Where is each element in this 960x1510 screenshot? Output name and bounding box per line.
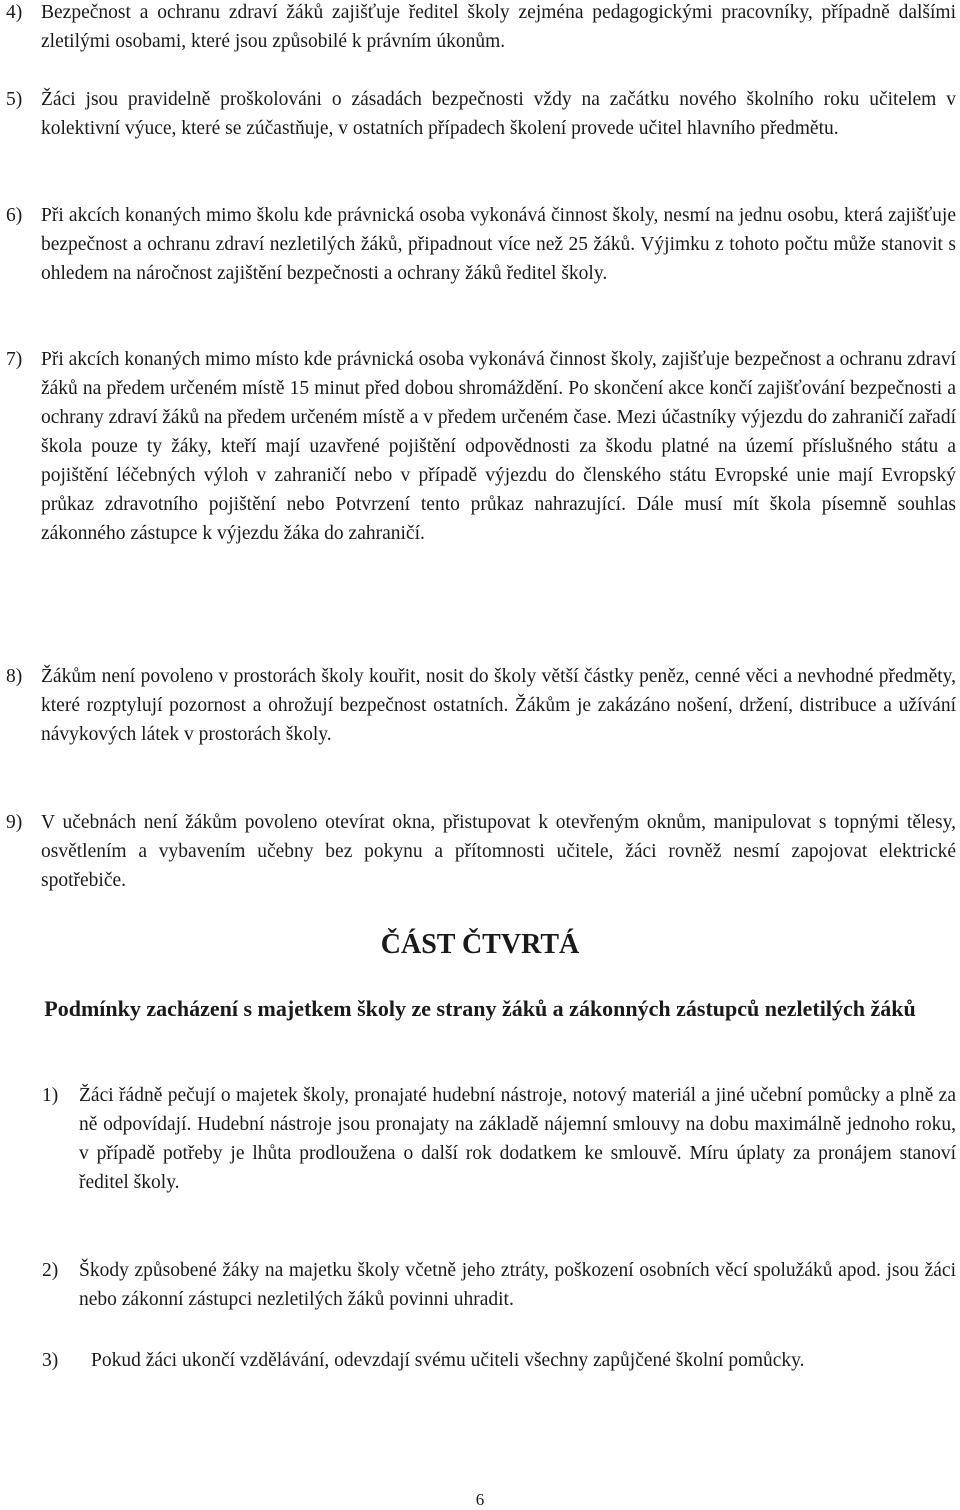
list-item-number: 1)	[42, 1085, 59, 1106]
list-item-text: V učebnách není žákům povoleno otevírat okna, přistupovat k otevřeným oknům, manipulovat s topnými tělesy, osvětlením a vybavením učebny bez pokynu a přítomnosti učitele, žáci rovněž nesmí zapojovat elektrické spotřebiče.	[41, 812, 956, 891]
list-item-8	[6, 662, 956, 749]
page-number: 6	[475, 1490, 485, 1509]
list-item-text: Při akcích konaných mimo místo kde právnická osoba vykonává činnost školy, zajišťuje bezpečnost a ochranu zdraví žáků na předem určeném místě 15 minut před dobou shromáždění. Po skončení akce končí zajišťování bezpečnosti a ochrany zdraví žáků na předem určeném místě a v předem určeném čase. Mezi účastníky výjezdu do zahraničí zařadí škola pouze ty žáky, kteří mají uzavřené pojištění odpovědnosti za škodu platné na území příslušného státu a pojištění léčebných výloh v zahraničí nebo v případě výjezdu do členského státu Evropské unie mají Evropský průkaz zdravotního pojištění nebo Potvrzení tento průkaz nahrazující. Dále musí mít škola písemně souhlas zákonného zástupce k výjezdu žáka do zahraničí.	[41, 349, 956, 544]
list-item-text: Bezpečnost a ochranu zdraví žáků zajišťuje ředitel školy zejména pedagogickými pracovníky, případně dalšími zletilými osobami, které jsou způsobilé k právním úkonům.	[41, 2, 956, 52]
list-item-text: Škody způsobené žáky na majetku školy včetně jeho ztráty, poškození osobních věcí spolužáků apod. jsou žáci nebo zákonní zástupci nezletilých žáků povinni uhradit.	[79, 1260, 956, 1310]
list-item-1	[6, 1081, 956, 1197]
list-item-2	[6, 1256, 956, 1314]
list-item-number: 4)	[6, 2, 23, 23]
list-item-6	[6, 201, 956, 288]
list-item-number: 9)	[6, 812, 23, 833]
list-item-number: 6)	[6, 205, 23, 226]
list-item-4	[6, 0, 956, 56]
section-title: ČÁST ČTVRTÁ	[380, 929, 580, 960]
list-item-number: 7)	[6, 349, 23, 370]
list-item-text: Pokud žáci ukončí vzdělávání, odevzdají svému učiteli všechny zapůjčené školní pomůcky.	[91, 1350, 805, 1371]
list-item-text: Žákům není povoleno v prostorách školy kouřit, nosit do školy větší částky peněz, cenné věci a nevhodné předměty, které rozptylují pozornost a ohrožují bezpečnost ostatních. Žákům je zakázáno nošení, držení, distribuce a užívání návykových látek v prostorách školy.	[41, 666, 956, 745]
list-item-text: Žáci řádně pečují o majetek školy, pronajaté hudební nástroje, notový materiál a jiné učební pomůcky a plně za ně odpovídají. Hudební nástroje jsou pronajaty na základě nájemní smlouvy na dobu maximálně jednoho roku, v případě potřeby je lhůta prodloužena o další rok dodatkem ke smlouvě. Míru úplaty za pronájem stanoví ředitel školy.	[79, 1085, 956, 1193]
list-item-number: 5)	[6, 89, 23, 110]
list-item-5	[6, 85, 956, 143]
list-item-9	[6, 808, 956, 895]
list-item-3	[6, 1346, 956, 1375]
list-item-text: Při akcích konaných mimo školu kde právnická osoba vykonává činnost školy, nesmí na jednu osobu, která zajišťuje bezpečnost a ochranu zdraví nezletilých žáků, připadnout více než 25 žáků. Výjimku z tohoto počtu může stanovit s ohledem na náročnost zajištění bezpečnosti a ochrany žáků ředitel školy.	[41, 205, 956, 284]
list-item-number: 8)	[6, 666, 23, 687]
list-item-7	[6, 345, 956, 548]
section-subtitle: Podmínky zacházení s majetkem školy ze strany žáků a zákonných zástupců nezletilých žáků	[44, 996, 916, 1021]
list-item-number: 3)	[42, 1350, 59, 1371]
list-item-number: 2)	[42, 1260, 59, 1281]
list-item-text: Žáci jsou pravidelně proškolováni o zásadách bezpečnosti vždy na začátku nového školního roku učitelem v kolektivní výuce, které se zúčastňuje, v ostatních případech školení provede učitel hlavního předmětu.	[41, 89, 956, 139]
